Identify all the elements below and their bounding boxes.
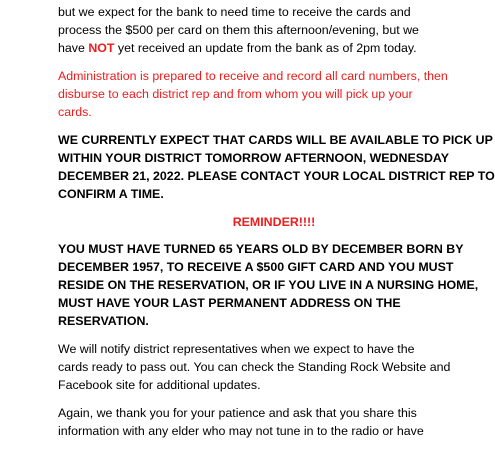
notify-line-2: cards ready to pass out. You can check the Standing Rock Website and (58, 360, 451, 374)
notify-line-3: Facebook site for additional updates. (58, 378, 261, 392)
intro-line-3-end: yet received an update from the bank as of 2pm today. (117, 41, 417, 55)
notify-line-1: We will notify district representatives when we expect to have the (58, 342, 415, 356)
eligibility-line-5: RESERVATION. (58, 314, 149, 328)
pickup-line-2: WITHIN YOUR DISTRICT TOMORROW AFTERNOON, WEDNESDAY (58, 151, 449, 165)
intro-line-2: process the $500 per card on them this afternoon/evening, but we (58, 23, 419, 37)
administration-line-1: Administration is prepared to receive and record all card numbers, then (58, 69, 448, 83)
administration-paragraph (58, 67, 490, 121)
intro-line-3 (58, 39, 490, 57)
pickup-line-4: CONFIRM A TIME. (58, 187, 164, 201)
thanks-line-2: information with any elder who may not tune in to the radio or have (58, 424, 424, 438)
not-emphasis: NOT (88, 41, 115, 55)
thanks-line-1: Again, we thank you for your patience and ask that you share this (58, 406, 417, 420)
pickup-line-1: WE CURRENTLY EXPECT THAT CARDS WILL BE AVAILABLE TO PICK UP (58, 133, 493, 147)
intro-paragraph (58, 3, 490, 57)
reminder-heading: REMINDER!!!! (232, 215, 316, 229)
eligibility-paragraph (58, 240, 490, 330)
eligibility-line-1: YOU MUST HAVE TURNED 65 YEARS OLD BY DECEMBER BORN BY (58, 242, 464, 256)
document-page (58, 3, 495, 449)
eligibility-line-4: MUST HAVE YOUR LAST PERMANENT ADDRESS ON THE (58, 296, 401, 310)
administration-line-2: disburse to each district rep and from whom you will pick up your (58, 87, 413, 101)
eligibility-line-3: RESIDE ON THE RESERVATION, OR IF YOU LIVE IN A NURSING HOME, (58, 278, 479, 292)
intro-line-1: but we expect for the bank to need time to receive the cards and (58, 5, 411, 19)
pickup-paragraph (58, 131, 495, 203)
pickup-line-3: DECEMBER 21, 2022. PLEASE CONTACT YOUR LOCAL DISTRICT REP TO (58, 169, 495, 183)
notify-paragraph (58, 340, 490, 394)
intro-line-3-start: have (58, 41, 89, 55)
thanks-paragraph (58, 404, 490, 440)
administration-line-3: cards. (58, 105, 92, 119)
eligibility-line-2: DECEMBER 1957, TO RECEIVE A $500 GIFT CARD AND YOU MUST (58, 260, 454, 274)
